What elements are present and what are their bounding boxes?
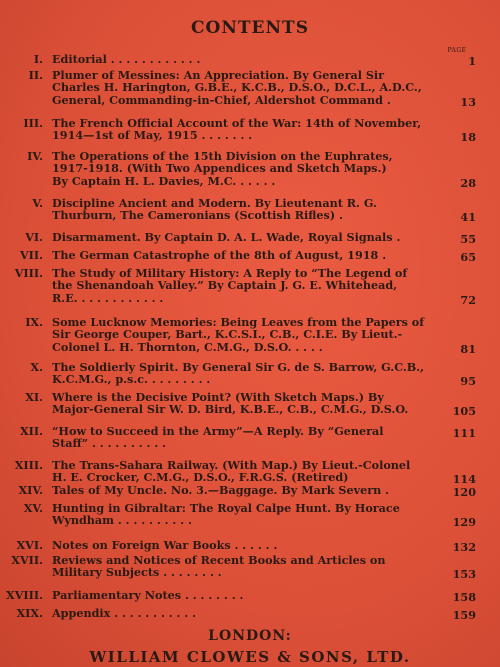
entry-page-number: 81 (460, 341, 476, 356)
entry-title: Some Lucknow Memories: Being Leaves from the Papers of Sir George Couper, Bart., K.C.S.I., C.B., C.I.E. By Lieut.- Colonel L. H. Thornton, C.M.G., D.S.O. . . . . (52, 315, 425, 354)
entry-title: “How to Succeed in the Army”—A Reply. By “General Staff” . . . . . . . . . . (52, 424, 384, 451)
entry-number: III. (23, 116, 43, 130)
entry-page-number: 132 (452, 540, 476, 554)
entry-number: XIII. (14, 458, 43, 472)
entry-number: XVII. (11, 553, 43, 567)
entry-number: I. (33, 52, 43, 66)
entry-title: The French Official Account of the War: 14th of November, 1914—1st of May, 1915 . . . . . . . (52, 116, 422, 143)
entry-page-number: 72 (460, 292, 476, 307)
entry-title: The Study of Military History: A Reply to “The Legend of the Shenandoah Valley.” By Captain J. G. E. Whitehead, R.E. . . . . . . . . . . . (52, 266, 408, 305)
entry-number: VIII. (14, 266, 43, 280)
entry-title: The Soldierly Spirit. By General Sir G. de S. Barrow, G.C.B., K.C.M.G., p.s.c. . . . . . . . . (52, 360, 425, 387)
entry-number: VII. (19, 248, 43, 262)
entry-page-number: 105 (452, 404, 476, 419)
entry-page-number: 158 (452, 590, 476, 604)
entry-number: IV. (27, 149, 43, 163)
entry-page-number: 159 (452, 608, 476, 622)
entry-title: Plumer of Messines: An Appreciation. By General Sir Charles H. Harington, G.B.E., K.C.B., D.S.O., D.C.L., A.D.C., General, Commanding-in-Chief, Aldershot Command . (52, 68, 422, 107)
entry-title: Appendix . . . . . . . . . . . (52, 606, 197, 620)
entry-title: The German Catastrophe of the 8th of August, 1918 . (52, 248, 387, 262)
entry-title: Hunting in Gibraltar: The Royal Calpe Hunt. By Horace Wyndham . . . . . . . . . . (52, 501, 400, 528)
page-column-label: PAGE (447, 47, 467, 54)
entry-page-number: 55 (460, 232, 476, 246)
entry-page-number: 95 (460, 374, 476, 389)
entry-page-number: 111 (452, 426, 476, 440)
entry-title: The Operations of the 15th Division on the Euphrates, 1917-1918. (With Two Appendices and Sketch Maps.) By Captain H. L. Davies, M.C. . . . . . (52, 149, 393, 188)
entry-page-number: 41 (460, 210, 476, 225)
entry-number: II. (28, 68, 43, 82)
entry-page-number: 120 (452, 485, 476, 499)
entry-page-number: 13 (460, 94, 476, 109)
entry-page-number: 65 (460, 250, 476, 264)
entry-title: Disarmament. By Captain D. A. L. Wade, Royal Signals . (52, 230, 401, 244)
entry-title: Parliamentary Notes . . . . . . . . (52, 588, 244, 602)
entry-page-number: 18 (460, 130, 476, 145)
imprint-publisher: WILLIAM CLOWES & SONS, LTD. (89, 648, 411, 666)
entry-title: Where is the Decisive Point? (With Sketch Maps.) By Major-General Sir W. D. Bird, K.B.E., C.B., C.M.G., D.S.O. (52, 390, 409, 417)
entry-title: Reviews and Notices of Recent Books and Articles on Military Subjects . . . . . . . . (52, 553, 386, 580)
entry-title: Notes on Foreign War Books . . . . . . (52, 538, 278, 552)
entry-title: The Trans-Sahara Railway. (With Map.) By Lieut.-Colonel H. E. Crocker, C.M.G., D.S.O., F.R.G.S. (Retired) (52, 458, 411, 485)
entry-number: XI. (25, 390, 43, 404)
entry-number: IX. (25, 315, 43, 329)
entry-number: XII. (19, 424, 43, 438)
entry-title: Discipline Ancient and Modern. By Lieutenant R. G. Thurburn, The Cameronians (Scottish Rifles) . (52, 196, 377, 223)
entry-page-number: 129 (452, 515, 476, 530)
entry-number: XVI. (16, 538, 43, 552)
entry-page-number: 1 (468, 54, 476, 68)
entry-page-number: 114 (452, 472, 476, 487)
entry-number: XIV. (18, 483, 43, 497)
entry-page-number: 28 (460, 175, 476, 190)
entry-page-number: 153 (452, 567, 476, 582)
entry-number: XVIII. (6, 588, 43, 602)
entry-number: XIX. (16, 606, 43, 620)
entry-title: Editorial . . . . . . . . . . . . (52, 52, 201, 66)
entry-number: V. (32, 196, 43, 210)
entry-number: X. (30, 360, 43, 374)
entry-number: VI. (25, 230, 43, 244)
imprint-city: LONDON: (208, 628, 292, 644)
entry-title: Tales of My Uncle. No. 3.—Baggage. By Mark Severn . (52, 483, 390, 497)
entry-number: XV. (23, 501, 43, 515)
page-title: CONTENTS (191, 18, 309, 38)
